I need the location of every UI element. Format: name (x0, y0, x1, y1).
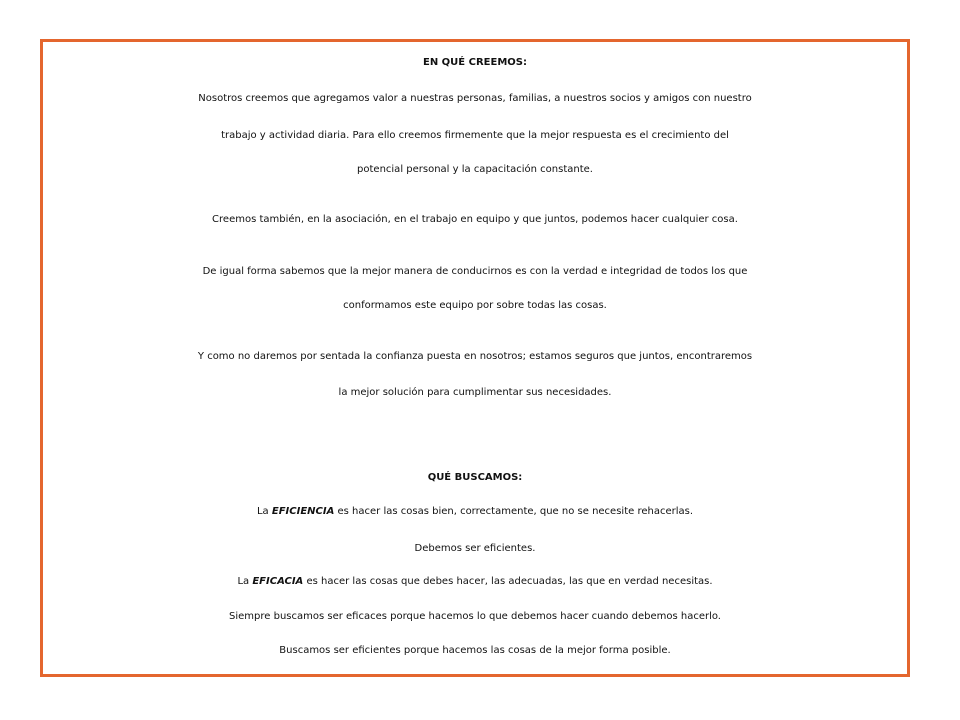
paragraph4-line2: la mejor solución para cumplimentar sus necesidades. (338, 387, 612, 398)
eficientes-line: Buscamos ser eficientes porque hacemos las cosas de la mejor forma posible. (279, 645, 671, 656)
eficacia-rest: es hacer las cosas que debes hacer, las adecuadas, las que en verdad necesitas. (303, 576, 713, 587)
paragraph1-line2: trabajo y actividad diaria. Para ello creemos firmemente que la mejor respuesta es el crecimiento del (221, 130, 729, 141)
paragraph4-line1: Y como no daremos por sentada la confianza puesta en nosotros; estamos seguros que juntos, encontraremos (197, 351, 753, 362)
paragraph3-line2: conformamos este equipo por sobre todas las cosas. (343, 300, 607, 311)
eficiencia-rest: es hacer las cosas bien, correctamente, que no se necesite rehacerlas. (334, 506, 694, 517)
paragraph2-line1: Creemos también, en la asociación, en el trabajo en equipo y que juntos, podemos hacer cualquier cosa. (212, 214, 738, 225)
eficiencia-prefix: La (256, 506, 272, 517)
heading-que-buscamos: QUÉ BUSCAMOS: (427, 472, 523, 483)
heading-en-que-creemos: EN QUÉ CREEMOS: (423, 57, 527, 68)
eficacia-line (43, 572, 907, 592)
eficiencia-term: EFICIENCIA (271, 506, 335, 517)
paragraph3-line1: De igual forma sabemos que la mejor manera de conducirnos es con la verdad e integridad de todos los que (202, 266, 748, 277)
eficacia-term: EFICACIA (252, 576, 304, 587)
paragraph1-line1: Nosotros creemos que agregamos valor a nuestras personas, familias, a nuestros socios y amigos con nuestro (198, 93, 752, 104)
eficiencia-line (43, 502, 907, 522)
eficacia-prefix: La (237, 576, 253, 587)
eficaces-line: Siempre buscamos ser eficaces porque hacemos lo que debemos hacer cuando debemos hacerlo. (229, 611, 721, 622)
paragraph1-line3: potencial personal y la capacitación constante. (357, 164, 593, 175)
eficiencia-line2: Debemos ser eficientes. (414, 543, 536, 554)
content-frame (40, 39, 910, 677)
